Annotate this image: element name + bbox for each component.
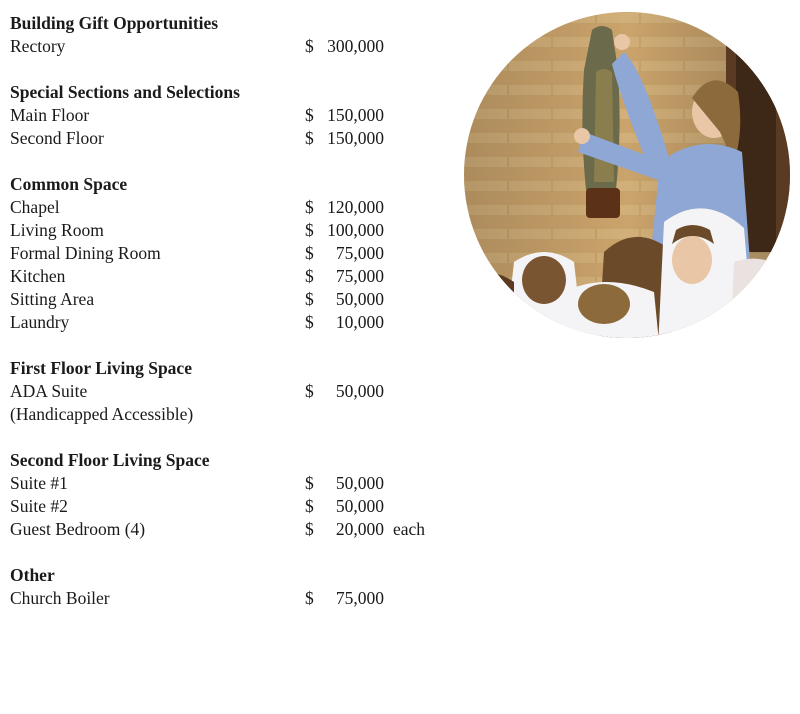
item-label: Chapel: [10, 197, 60, 217]
currency-sign: $: [305, 243, 314, 263]
section-special: [10, 81, 470, 150]
section-first-floor: [10, 357, 470, 426]
section-common: [10, 173, 470, 334]
item-amount: 10,000: [335, 312, 384, 332]
list-item: [10, 265, 470, 288]
item-label: Sitting Area: [10, 289, 95, 309]
list-item: [10, 242, 470, 265]
list-item: [10, 495, 470, 518]
item-amount: 50,000: [335, 289, 384, 309]
list-item: [10, 104, 470, 127]
section-heading: Other: [10, 565, 55, 585]
list-item: [10, 288, 470, 311]
church-photo: [464, 12, 790, 338]
currency-sign: $: [305, 381, 314, 401]
item-label: Suite #2: [10, 496, 68, 516]
currency-sign: $: [305, 36, 314, 56]
item-amount: 75,000: [335, 588, 384, 608]
list-item: [10, 196, 470, 219]
item-label: Kitchen: [10, 266, 66, 286]
currency-sign: $: [305, 312, 314, 332]
currency-sign: $: [305, 105, 314, 125]
currency-sign: $: [305, 197, 314, 217]
list-item: [10, 311, 470, 334]
item-label: Formal Dining Room: [10, 243, 161, 263]
currency-sign: $: [305, 588, 314, 608]
section-heading: Second Floor Living Space: [10, 450, 210, 470]
item-label: Main Floor: [10, 105, 90, 125]
item-amount: 50,000: [335, 381, 384, 401]
item-amount: 50,000: [335, 496, 384, 516]
currency-sign: $: [305, 266, 314, 286]
section-heading: First Floor Living Space: [10, 358, 192, 378]
currency-sign: $: [305, 220, 314, 240]
photo-illustration: [464, 12, 790, 338]
item-label: ADA Suite: [10, 381, 88, 401]
currency-sign: $: [305, 289, 314, 309]
item-amount: 75,000: [335, 266, 384, 286]
item-suffix: each: [393, 519, 426, 539]
item-amount: 20,000: [335, 519, 384, 539]
item-label: Suite #1: [10, 473, 68, 493]
currency-sign: $: [305, 519, 314, 539]
item-label: Laundry: [10, 312, 70, 332]
list-item: [10, 127, 470, 150]
item-amount: 75,000: [335, 243, 384, 263]
currency-sign: $: [305, 128, 314, 148]
list-item: [10, 403, 470, 426]
currency-sign: $: [305, 496, 314, 516]
list-item: [10, 380, 470, 403]
section-building: [10, 12, 470, 58]
section-other: [10, 564, 470, 610]
section-heading: Common Space: [10, 174, 128, 194]
list-item: [10, 219, 470, 242]
list-item: [10, 587, 470, 610]
currency-sign: $: [305, 473, 314, 493]
item-amount: 100,000: [327, 220, 384, 240]
item-label: Guest Bedroom (4): [10, 519, 146, 539]
item-label: Second Floor: [10, 128, 104, 148]
item-label: Rectory: [10, 36, 66, 56]
section-second-floor: [10, 449, 470, 541]
section-heading: Building Gift Opportunities: [10, 13, 219, 33]
item-amount: 300,000: [327, 36, 384, 56]
item-label: Church Boiler: [10, 588, 110, 608]
section-heading: Special Sections and Selections: [10, 82, 240, 102]
list-item: [10, 472, 470, 495]
list-item: [10, 518, 470, 541]
item-amount: 150,000: [327, 105, 384, 125]
item-amount: 150,000: [327, 128, 384, 148]
item-label: Living Room: [10, 220, 104, 240]
gift-list: [10, 12, 470, 633]
list-item: [10, 35, 470, 58]
item-note: (Handicapped Accessible): [10, 404, 194, 424]
item-amount: 120,000: [327, 197, 384, 217]
item-amount: 50,000: [335, 473, 384, 493]
